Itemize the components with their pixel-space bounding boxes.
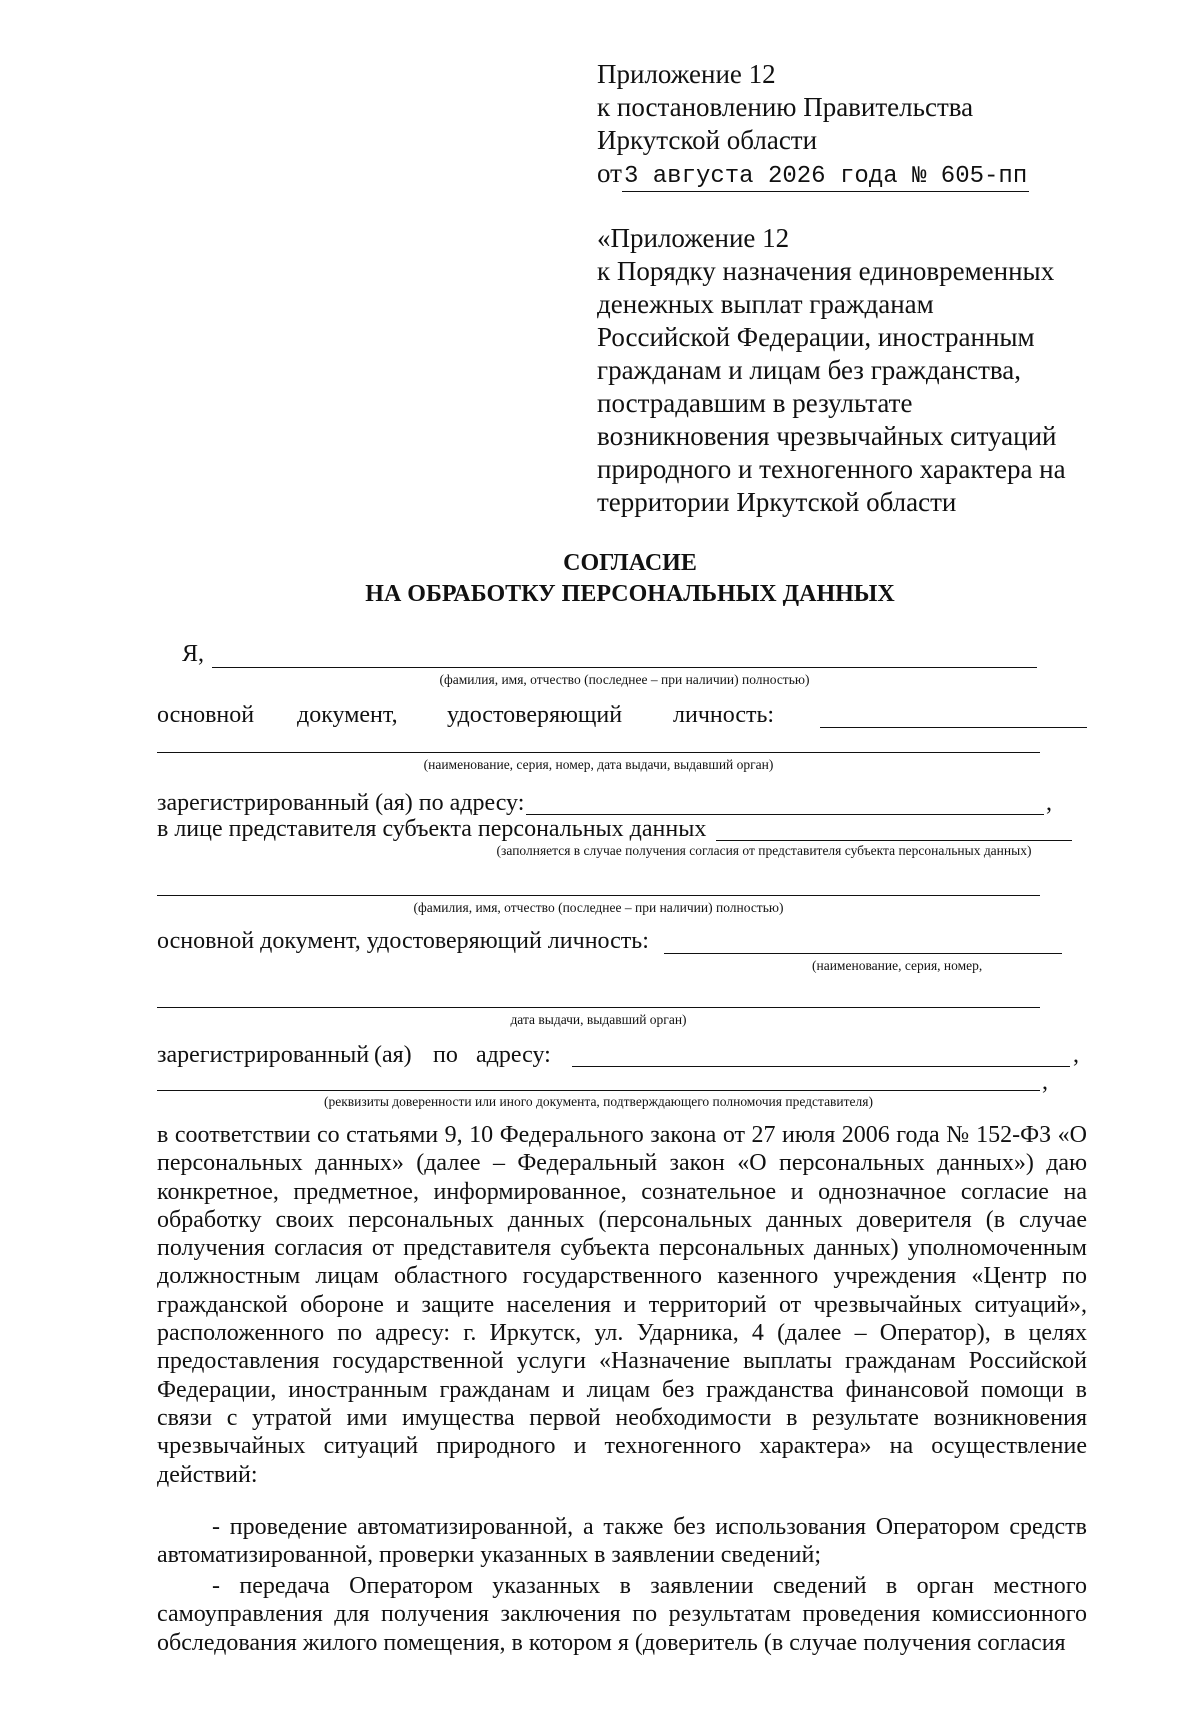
representative-fio-caption: (фамилия, имя, отчество (последнее – при наличии) полностью) [413,900,784,915]
document-subtitle: НА ОБРАБОТКУ ПЕРСОНАЛЬНЫХ ДАННЫХ [365,581,895,607]
rep-address-word: по [433,1042,458,1068]
fio-field[interactable] [212,667,1037,668]
power-of-attorney-caption: (реквизиты доверенности или иного документа, подтверждающего полномочия представителя) [324,1094,873,1109]
doc-label-word: документ, [297,702,398,728]
doc-label-word: личность: [673,702,775,728]
rep-doc-caption: (наименование, серия, номер, [812,958,983,973]
rep-doc-caption-continued: дата выдачи, выдавший орган) [510,1012,687,1027]
representative-fio-field[interactable] [157,895,1040,896]
rep-address-field[interactable] [572,1066,1070,1067]
header-line: к постановлению Правительства [597,92,974,122]
ya-label: Я, [182,641,205,667]
doc-field[interactable] [820,727,1087,728]
rep-address-word: (ая) [374,1042,412,1068]
appendix-line: гражданам и лицам без гражданства, [597,355,1021,385]
doc-field-continued[interactable] [157,752,1040,753]
appendix-line: пострадавшим в результате [597,388,913,418]
address-label: зарегистрированный (ая) по адресу: [157,790,525,816]
rep-address-word: зарегистрированный [157,1042,370,1068]
comma: , [1073,1042,1079,1068]
header-date-row [597,157,1029,192]
resolution-date: 3 августа 2026 года № 605-пп [623,163,1028,190]
representative-label: в лице представителя субъекта персональных данных [157,816,707,842]
resolution-header [597,58,1029,192]
rep-address-word: адресу: [476,1042,551,1068]
consent-bullet: - проведение автоматизированной, а также без использования Оператором средств автоматизированной, проверки указанных в заявлении сведений; [157,1514,1087,1569]
appendix-line: территории Иркутской области [597,487,957,517]
appendix-line: «Приложение 12 [597,223,790,253]
appendix-header [597,222,1066,519]
fio-caption: (фамилия, имя, отчество (последнее – при наличии) полностью) [439,672,810,687]
appendix-line: к Порядку назначения единовременных [597,256,1055,286]
comma: , [1042,1069,1048,1095]
header-line: Иркутской области [597,125,818,155]
appendix-line: Российской Федерации, иностранным [597,322,1035,352]
consent-paragraph: в соответствии со статьями 9, 10 Федерального закона от 27 июля 2006 года № 152-ФЗ «О персональных данных» (далее – Федеральный закон «О персональных данных») даю конкретное, предметное, информированное, сознательное и однозначное согласие на обработку своих персональных данных (персональных данных доверителя (в случае получения согласия от представителя субъекта персональных данных) уполномоченным должностным лицам областного государственного казенного учреждения «Центр по гражданской обороне и защите населения и территорий от чрезвычайных ситуаций», расположенного по адресу: г. Иркутск, ул. Ударника, 4 (далее – Оператор), в целях предоставления государственной услуги «Назначение выплаты гражданам Российской Федерации, иностранным гражданам и лицам без гражданства финансовой помощи в связи с утратой ими имущества первой необходимости в результате возникновения чрезвычайных ситуаций природного и техногенного характера» на осуществление действий: [157,1122,1087,1488]
comma: , [1046,790,1052,816]
consent-bullet: - передача Оператором указанных в заявлении сведений в орган местного самоуправления для получения заключения по результатам проведения комиссионного обследования жилого помещения, в котором я (доверитель (в случае получения согласия [157,1573,1087,1656]
header-line: Приложение 12 [597,59,776,89]
doc-caption: (наименование, серия, номер, дата выдачи, выдавший орган) [423,757,774,772]
document-title: СОГЛАСИЕ [563,550,697,576]
rep-doc-label: основной документ, удостоверяющий личность: [157,928,649,954]
appendix-line: природного и техногенного характера на [597,454,1066,484]
rep-doc-field-continued[interactable] [157,1007,1040,1008]
representative-field[interactable] [716,840,1072,841]
rep-doc-field[interactable] [664,953,1062,954]
doc-label-word: удостоверяющий [447,702,623,728]
doc-label-word: основной [157,702,255,728]
date-prefix: от [597,158,622,188]
appendix-line: денежных выплат гражданам [597,289,934,319]
representative-caption: (заполняется в случае получения согласия от представителя субъекта персональных данных) [496,843,1032,858]
appendix-line: возникновения чрезвычайных ситуаций [597,421,1057,451]
power-of-attorney-field[interactable] [157,1090,1040,1091]
